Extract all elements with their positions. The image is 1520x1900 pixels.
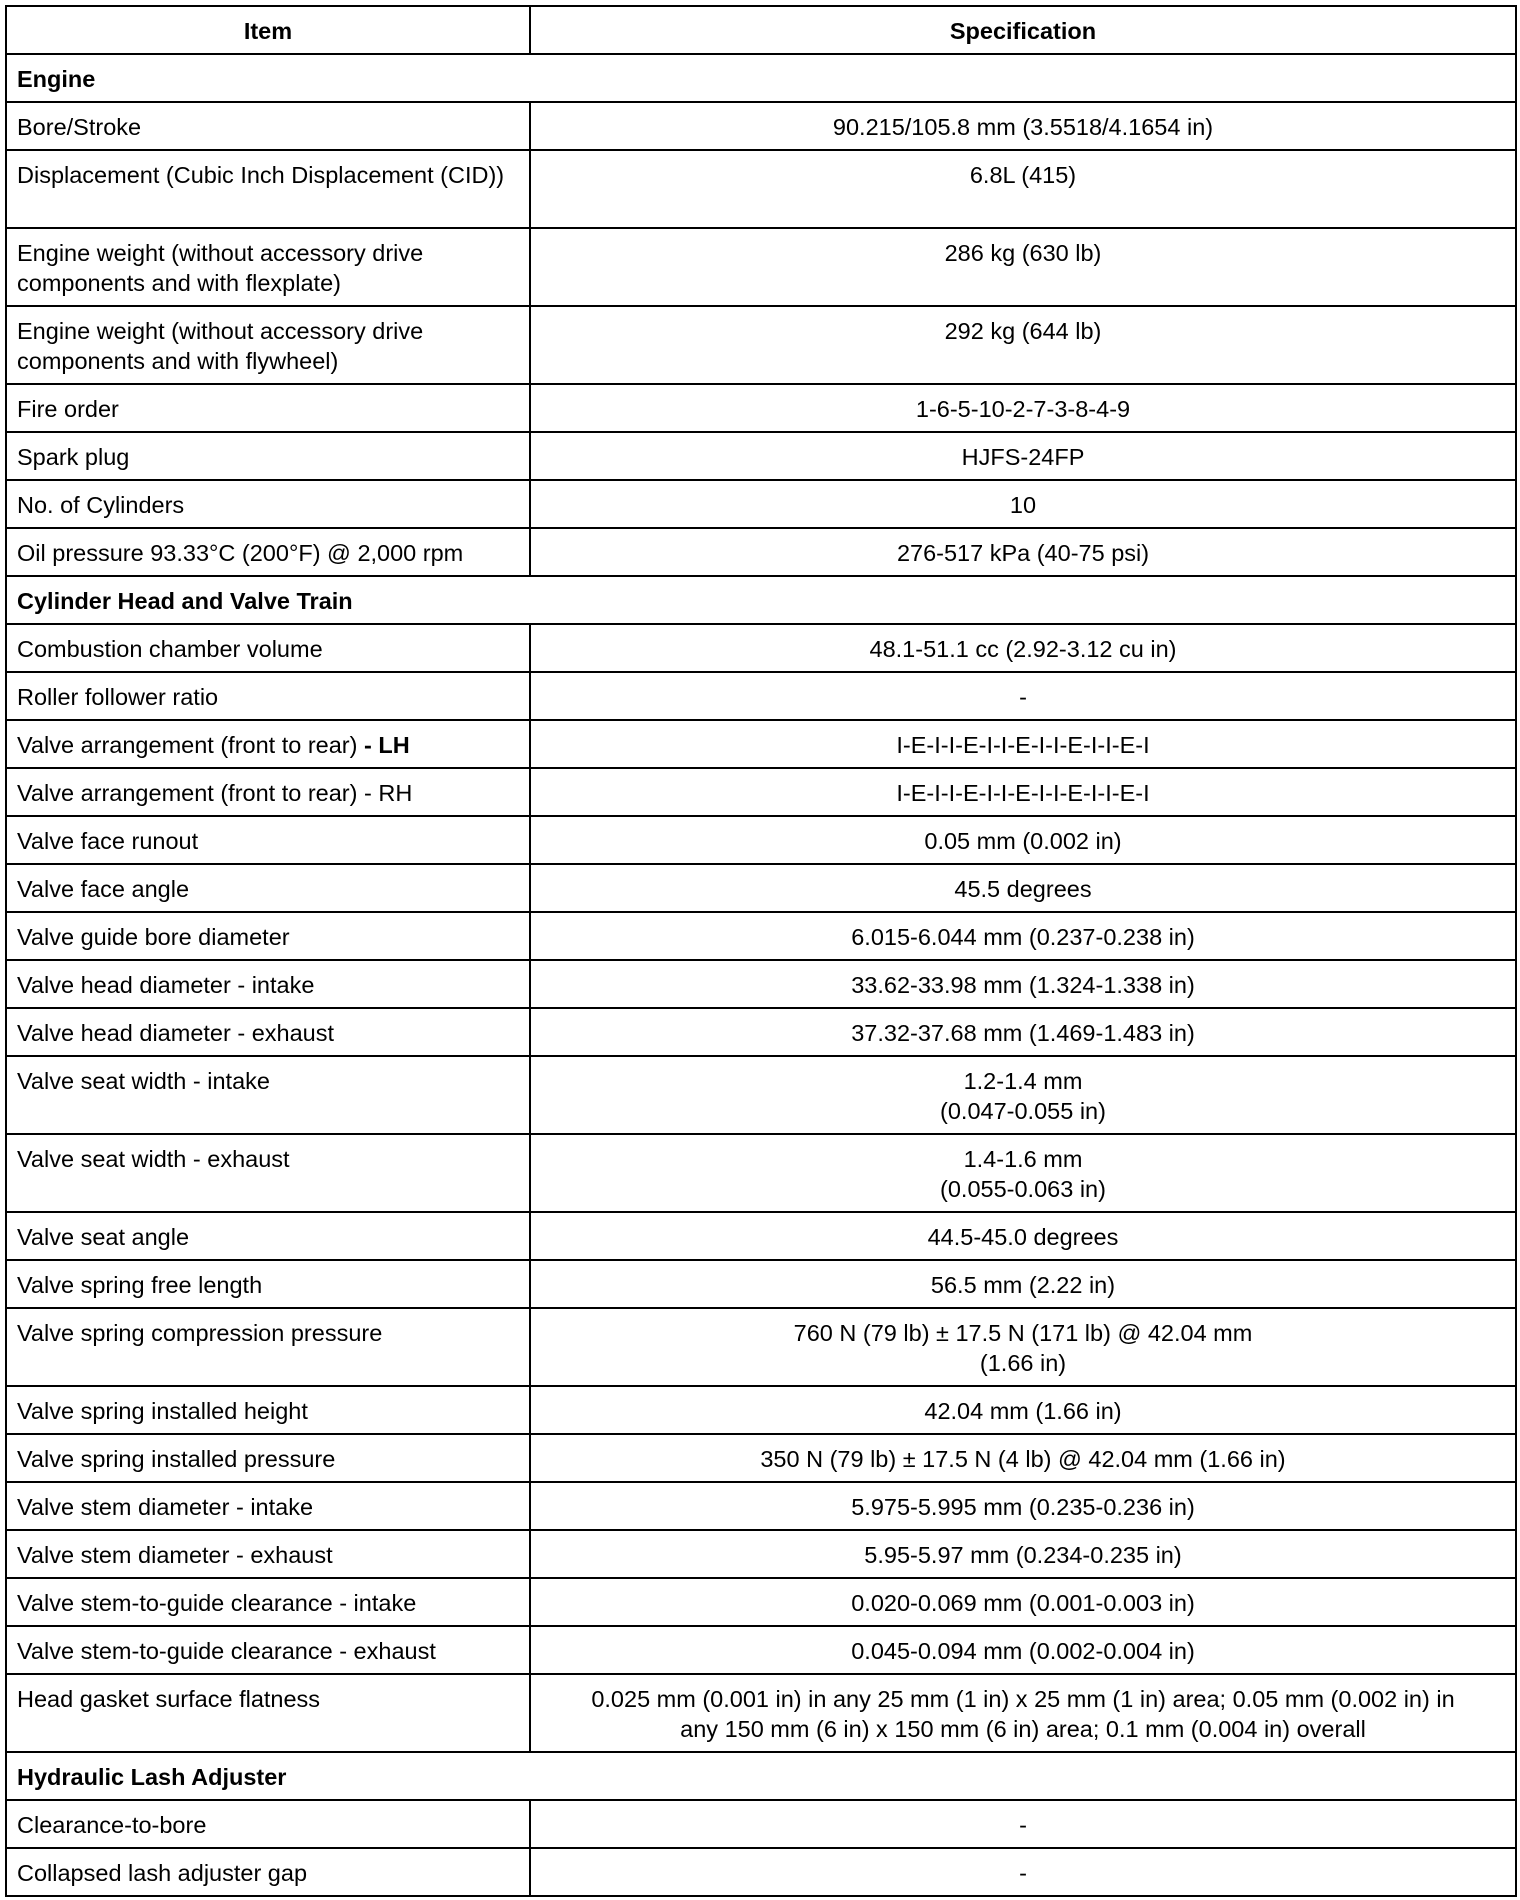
item-cell: Spark plug [6, 432, 530, 480]
spec-cell: 5.975-5.995 mm (0.235-0.236 in) [530, 1482, 1516, 1530]
item-cell: Engine weight (without accessory drive components and with flexplate) [6, 228, 530, 306]
table-row [6, 672, 1516, 720]
item-cell: Valve spring installed height [6, 1386, 530, 1434]
item-cell: Valve seat width - exhaust [6, 1134, 530, 1212]
table-row [6, 1434, 1516, 1482]
item-cell: Valve stem diameter - intake [6, 1482, 530, 1530]
table-row [6, 228, 1516, 306]
table-row [6, 960, 1516, 1008]
table-row [6, 1008, 1516, 1056]
item-cell: Valve stem diameter - exhaust [6, 1530, 530, 1578]
item-cell: Valve seat width - intake [6, 1056, 530, 1134]
table-row [6, 306, 1516, 384]
spec-cell: 6.015-6.044 mm (0.237-0.238 in) [530, 912, 1516, 960]
table-row [6, 624, 1516, 672]
table-row [6, 150, 1516, 228]
table-row [6, 864, 1516, 912]
item-side-label: - LH [357, 732, 410, 758]
spec-cell: 10 [530, 480, 1516, 528]
spec-cell: I-E-I-I-E-I-I-E-I-I-E-I-I-E-I [530, 768, 1516, 816]
spec-cell: - [530, 1848, 1516, 1896]
spec-line: 1.4-1.6 mm [963, 1146, 1083, 1172]
spec-cell: 45.5 degrees [530, 864, 1516, 912]
item-cell: Valve guide bore diameter [6, 912, 530, 960]
item-cell [6, 720, 530, 768]
section-row-cylinder-head [6, 576, 1516, 624]
item-cell: Head gasket surface flatness [6, 1674, 530, 1752]
spec-cell: 0.05 mm (0.002 in) [530, 816, 1516, 864]
spec-cell: 5.95-5.97 mm (0.234-0.235 in) [530, 1530, 1516, 1578]
spec-cell: 0.045-0.094 mm (0.002-0.004 in) [530, 1626, 1516, 1674]
item-cell: Valve arrangement (front to rear) - RH [6, 768, 530, 816]
table-row [6, 1260, 1516, 1308]
table-row [6, 912, 1516, 960]
table-row [6, 1800, 1516, 1848]
table-row [6, 1056, 1516, 1134]
section-title-lash-adjuster: Hydraulic Lash Adjuster [6, 1752, 1516, 1800]
table-row [6, 768, 1516, 816]
item-cell: Valve spring compression pressure [6, 1308, 530, 1386]
table-row [6, 1674, 1516, 1752]
spec-cell: 42.04 mm (1.66 in) [530, 1386, 1516, 1434]
item-cell: Valve stem-to-guide clearance - intake [6, 1578, 530, 1626]
spec-line: (0.055-0.063 in) [940, 1176, 1106, 1202]
spec-cell: - [530, 1800, 1516, 1848]
spec-line: 0.025 mm (0.001 in) in any 25 mm (1 in) x 25 mm (1 in) area; 0.05 mm (0.002 in) in [591, 1686, 1455, 1712]
spec-cell: 276-517 kPa (40-75 psi) [530, 528, 1516, 576]
item-cell: Valve head diameter - intake [6, 960, 530, 1008]
spec-line: (1.66 in) [979, 1350, 1067, 1376]
section-title-cylinder-head: Cylinder Head and Valve Train [6, 576, 1516, 624]
spec-cell: 90.215/105.8 mm (3.5518/4.1654 in) [530, 102, 1516, 150]
spec-cell: 286 kg (630 lb) [530, 228, 1516, 306]
item-cell: Valve face angle [6, 864, 530, 912]
spec-cell: HJFS-24FP [530, 432, 1516, 480]
column-header-specification: Specification [530, 6, 1516, 54]
item-cell: Oil pressure 93.33°C (200°F) @ 2,000 rpm [6, 528, 530, 576]
spec-line: any 150 mm (6 in) x 150 mm (6 in) area; 0.1 mm (0.004 in) overall [680, 1716, 1366, 1742]
item-cell: Combustion chamber volume [6, 624, 530, 672]
table-row [6, 102, 1516, 150]
item-cell: Valve stem-to-guide clearance - exhaust [6, 1626, 530, 1674]
table-row [6, 384, 1516, 432]
table-row [6, 1578, 1516, 1626]
spec-cell: 56.5 mm (2.22 in) [530, 1260, 1516, 1308]
specification-table [5, 5, 1517, 1897]
spec-cell: 48.1-51.1 cc (2.92-3.12 cu in) [530, 624, 1516, 672]
spec-cell: - [530, 672, 1516, 720]
table-header-row [6, 6, 1516, 54]
table-row [6, 1848, 1516, 1896]
spec-cell: 44.5-45.0 degrees [530, 1212, 1516, 1260]
item-text: Valve arrangement (front to rear) [17, 732, 358, 758]
table-row [6, 720, 1516, 768]
table-row [6, 528, 1516, 576]
item-cell: Valve seat angle [6, 1212, 530, 1260]
spec-cell [530, 1674, 1516, 1752]
item-cell: Collapsed lash adjuster gap [6, 1848, 530, 1896]
item-cell: Bore/Stroke [6, 102, 530, 150]
item-cell: Valve spring free length [6, 1260, 530, 1308]
item-cell: Roller follower ratio [6, 672, 530, 720]
table-row [6, 1482, 1516, 1530]
item-cell: No. of Cylinders [6, 480, 530, 528]
spec-cell: 0.020-0.069 mm (0.001-0.003 in) [530, 1578, 1516, 1626]
spec-line: 760 N (79 lb) ± 17.5 N (171 lb) @ 42.04 mm [793, 1320, 1253, 1346]
table-row [6, 1626, 1516, 1674]
table-row [6, 1386, 1516, 1434]
item-cell: Clearance-to-bore [6, 1800, 530, 1848]
section-row-lash-adjuster [6, 1752, 1516, 1800]
item-cell: Displacement (Cubic Inch Displacement (CID)) [6, 150, 530, 228]
item-cell: Engine weight (without accessory drive components and with flywheel) [6, 306, 530, 384]
spec-cell: 1-6-5-10-2-7-3-8-4-9 [530, 384, 1516, 432]
spec-cell [530, 1134, 1516, 1212]
spec-cell [530, 1308, 1516, 1386]
spec-cell [530, 1056, 1516, 1134]
table-row [6, 1530, 1516, 1578]
spec-cell: 292 kg (644 lb) [530, 306, 1516, 384]
table-row [6, 1134, 1516, 1212]
spec-cell: 350 N (79 lb) ± 17.5 N (4 lb) @ 42.04 mm (1.66 in) [530, 1434, 1516, 1482]
spec-cell: I-E-I-I-E-I-I-E-I-I-E-I-I-E-I [530, 720, 1516, 768]
table-row [6, 816, 1516, 864]
spec-cell: 37.32-37.68 mm (1.469-1.483 in) [530, 1008, 1516, 1056]
table-row [6, 1308, 1516, 1386]
spec-cell: 33.62-33.98 mm (1.324-1.338 in) [530, 960, 1516, 1008]
spec-cell: 6.8L (415) [530, 150, 1516, 228]
spec-line: (0.047-0.055 in) [940, 1098, 1106, 1124]
table-row [6, 432, 1516, 480]
table-row [6, 1212, 1516, 1260]
item-cell: Valve head diameter - exhaust [6, 1008, 530, 1056]
column-header-item: Item [6, 6, 530, 54]
item-cell: Fire order [6, 384, 530, 432]
item-cell: Valve face runout [6, 816, 530, 864]
section-title-engine: Engine [6, 54, 1516, 102]
spec-line: 1.2-1.4 mm [963, 1068, 1083, 1094]
table-row [6, 480, 1516, 528]
item-cell: Valve spring installed pressure [6, 1434, 530, 1482]
section-row-engine [6, 54, 1516, 102]
